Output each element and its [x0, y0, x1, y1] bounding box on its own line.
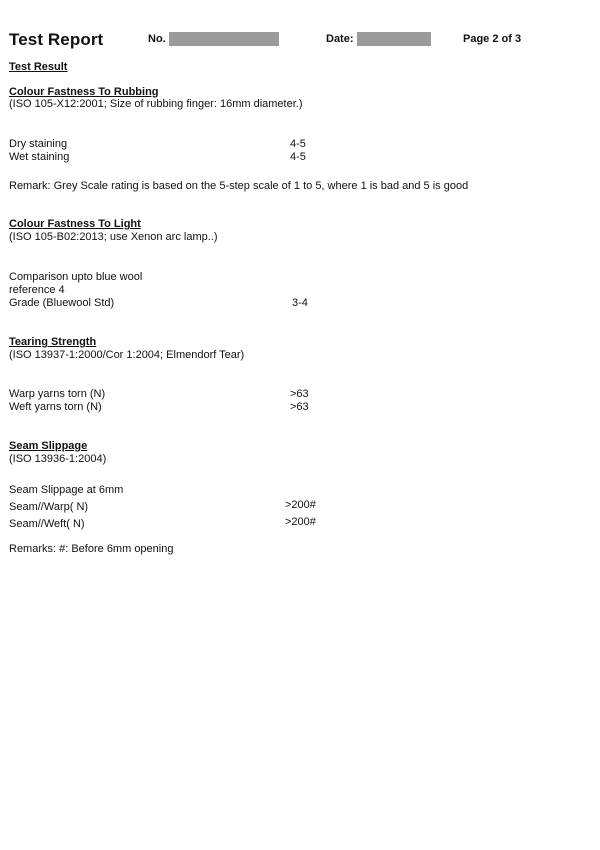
- report-title: Test Report: [9, 30, 104, 49]
- warp-torn-label: Warp yarns torn (N): [9, 388, 106, 400]
- tearing-heading: Tearing Strength: [9, 336, 97, 348]
- light-heading: Colour Fastness To Light: [9, 218, 141, 230]
- light-comparison-line1: Comparison upto blue wool: [9, 271, 143, 283]
- warp-torn-value: >63: [290, 388, 309, 400]
- weft-torn-value: >63: [290, 401, 309, 413]
- tearing-method: (ISO 13937-1:2000/Cor 1:2004; Elmendorf Tear): [9, 349, 245, 361]
- seam-weft-label: Seam//Weft( N): [9, 518, 85, 530]
- page-number: Page 2 of 3: [463, 33, 522, 45]
- seam-weft-value: >200#: [285, 516, 316, 528]
- light-method: (ISO 105-B02:2013; use Xenon arc lamp..): [9, 231, 218, 243]
- seam-subheading: Seam Slippage at 6mm: [9, 484, 124, 496]
- redacted-report-number: [169, 32, 279, 46]
- section-title: Test Result: [9, 61, 68, 73]
- wet-staining-label: Wet staining: [9, 151, 70, 163]
- report-number-label: No.: [148, 33, 166, 45]
- rubbing-remark: Remark: Grey Scale rating is based on the 5-step scale of 1 to 5, where 1 is bad and 5 is good: [9, 180, 469, 192]
- weft-torn-label: Weft yarns torn (N): [9, 401, 102, 413]
- light-grade-value: 3-4: [292, 297, 308, 309]
- seam-remark: Remarks: #: Before 6mm opening: [9, 543, 174, 555]
- redacted-date: [357, 32, 431, 46]
- rubbing-heading: Colour Fastness To Rubbing: [9, 86, 159, 98]
- light-grade-label: Grade (Bluewool Std): [9, 297, 115, 309]
- dry-staining-value: 4-5: [290, 138, 306, 150]
- seam-warp-value: >200#: [285, 499, 316, 511]
- date-label: Date:: [326, 33, 354, 45]
- seam-warp-label: Seam//Warp( N): [9, 501, 89, 513]
- light-comparison-line2: reference 4: [9, 284, 65, 296]
- rubbing-method: (ISO 105-X12:2001; Size of rubbing finger: 16mm diameter.): [9, 98, 303, 110]
- dry-staining-label: Dry staining: [9, 138, 68, 150]
- wet-staining-value: 4-5: [290, 151, 306, 163]
- seam-heading: Seam Slippage: [9, 440, 88, 452]
- seam-method: (ISO 13936-1:2004): [9, 453, 107, 465]
